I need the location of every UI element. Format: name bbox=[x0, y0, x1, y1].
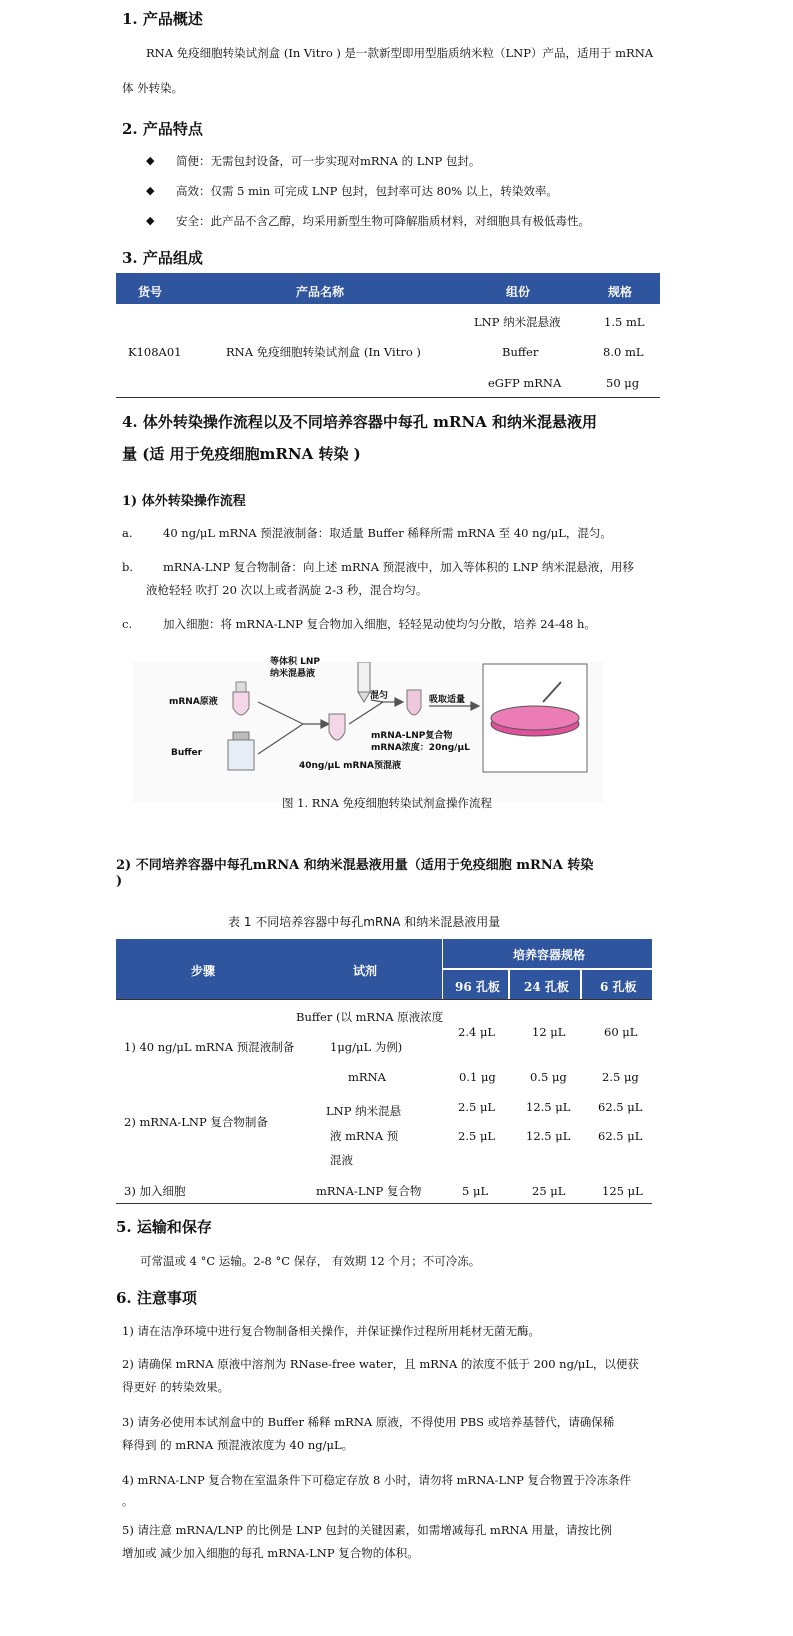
t1-r2b-6: 62.5 μL bbox=[598, 1129, 643, 1143]
t1-header-rule bbox=[116, 999, 652, 1000]
note-3-line1: 3) 请务必使用本试剂盒中的 Buffer 稀释 mRNA 原液，不得使用 PBS 或培养基替代，请确保稀 bbox=[122, 1415, 615, 1429]
t1-r2a-24: 12.5 μL bbox=[526, 1100, 571, 1114]
t1-r1a-96: 2.4 μL bbox=[458, 1025, 496, 1039]
header-product-name: 产品名称 bbox=[296, 285, 345, 299]
component-cell-2: Buffer bbox=[502, 345, 539, 359]
t1-r1b-6: 2.5 μg bbox=[602, 1070, 639, 1084]
t1-r1a-24: 12 μL bbox=[532, 1025, 566, 1039]
mrna-stock-label: mRNA原液 bbox=[169, 697, 218, 707]
t1-r2b-24: 12.5 μL bbox=[526, 1129, 571, 1143]
t1-reagent-buffer-line2: 1μg/μL 为例) bbox=[330, 1040, 403, 1054]
t1-header-24-label: 24 孔板 bbox=[524, 980, 569, 994]
t1-header-spec-group bbox=[443, 939, 652, 968]
t1-step-1: 1) 40 ng/μL mRNA 预混液制备 bbox=[124, 1040, 295, 1054]
spec-cell-1: 1.5 mL bbox=[604, 315, 645, 329]
converge-arrows-icon bbox=[258, 702, 329, 754]
subsection-1-title: 1) 体外转染操作流程 bbox=[122, 494, 246, 509]
t1-r3-96: 5 μL bbox=[462, 1184, 489, 1198]
mrna-tube-icon bbox=[233, 682, 249, 715]
t1-reagent-buffer-line1: Buffer (以 mRNA 原液浓度 bbox=[296, 1010, 444, 1024]
lnp-label-1: 等体积 LNP bbox=[270, 657, 320, 667]
mix-arrows-icon bbox=[349, 698, 403, 724]
header-cat-no: 货号 bbox=[138, 285, 163, 299]
complex-tube-icon bbox=[407, 690, 421, 715]
section-3-title: 3. 产品组成 bbox=[122, 249, 203, 267]
complex-label-1: mRNA-LNP复合物 bbox=[371, 731, 453, 741]
section-4-title-line2: 量 (适 用于免疫细胞mRNA 转染 ) bbox=[122, 445, 361, 463]
workflow-figure bbox=[133, 657, 603, 802]
lnp-label-2: 纳米混悬液 bbox=[270, 669, 316, 679]
t1-header-col-6 bbox=[582, 970, 652, 999]
t1-header-96-label: 96 孔板 bbox=[455, 980, 500, 994]
t1-r1a-6: 60 μL bbox=[604, 1025, 638, 1039]
subsection-2-title-line2: ) bbox=[116, 874, 123, 889]
note-4-line1: 4) mRNA-LNP 复合物在室温条件下可稳定存放 8 小时，请勿将 mRNA-LNP 复合物置于冷冻条件 bbox=[122, 1473, 632, 1487]
premix-label: 40ng/μL mRNA预混液 bbox=[299, 761, 401, 771]
note-5-line1: 5) 请注意 mRNA/LNP 的比例是 LNP 包封的关键因素，如需增减每孔 mRNA 用量，请按比例 bbox=[122, 1523, 612, 1537]
header-component: 组份 bbox=[506, 285, 531, 299]
section-4-title-line1: 4. 体外转染操作流程以及不同培养容器中每孔 mRNA 和纳米混悬液用 bbox=[122, 413, 598, 431]
t1-reagent-premix-line1: 液 mRNA 预 bbox=[330, 1129, 399, 1143]
t1-bottom-rule bbox=[116, 1203, 652, 1204]
note-5-line2: 增加或 减少加入细胞的每孔 mRNA-LNP 复合物的体积。 bbox=[122, 1546, 419, 1560]
subsection-2-title-line1: 2) 不同培养容器中每孔mRNA 和纳米混悬液用量（适用于免疫细胞 mRNA 转染 bbox=[116, 858, 594, 873]
step-c-mark: c. bbox=[122, 617, 133, 631]
cat-no-cell: K108A01 bbox=[128, 345, 182, 359]
t1-r3-6: 125 μL bbox=[602, 1184, 643, 1198]
spec-cell-3: 50 μg bbox=[606, 376, 640, 390]
workflow-diagram bbox=[133, 662, 603, 802]
diamond-bullet-icon: ◆ bbox=[146, 154, 155, 167]
t1-r2a-6: 62.5 μL bbox=[598, 1100, 643, 1114]
step-b-mark: b. bbox=[122, 560, 134, 574]
t1-r2a-96: 2.5 μL bbox=[458, 1100, 496, 1114]
t1-r2b-96: 2.5 μL bbox=[458, 1129, 496, 1143]
t1-step-3: 3) 加入细胞 bbox=[124, 1184, 186, 1198]
figure-caption: 图 1. RNA 免疫细胞转染试剂盒操作流程 bbox=[282, 796, 492, 810]
t1-header-spec: 培养容器规格 bbox=[513, 948, 586, 962]
note-2-line2: 得更好 的转染效果。 bbox=[122, 1380, 230, 1394]
t1-header-col-96 bbox=[443, 970, 508, 999]
section-2-title: 2. 产品特点 bbox=[122, 120, 203, 138]
s1-paragraph-line2: 体 外转染。 bbox=[122, 81, 184, 95]
t1-header-left bbox=[116, 939, 442, 999]
component-cell-1: LNP 纳米混悬液 bbox=[474, 315, 561, 329]
diamond-bullet-icon: ◆ bbox=[146, 184, 155, 197]
t1-header-step: 步骤 bbox=[191, 964, 216, 978]
t1-r3-24: 25 μL bbox=[532, 1184, 566, 1198]
diamond-bullet-icon: ◆ bbox=[146, 214, 155, 227]
t1-header-col-24 bbox=[510, 970, 580, 999]
section-1-title: 1. 产品概述 bbox=[122, 10, 203, 28]
header-spec: 规格 bbox=[608, 285, 633, 299]
t1-step-2: 2) mRNA-LNP 复合物制备 bbox=[124, 1115, 268, 1129]
t1-r1b-24: 0.5 μg bbox=[530, 1070, 567, 1084]
t1-reagent-complex: mRNA-LNP 复合物 bbox=[316, 1184, 422, 1198]
take-label: 吸取适量 bbox=[429, 695, 466, 705]
t1-reagent-premix-line2: 混液 bbox=[330, 1153, 353, 1167]
t1-r1b-96: 0.1 μg bbox=[459, 1070, 496, 1084]
t1-header-6-label: 6 孔板 bbox=[600, 980, 637, 994]
feature-1: 简便：无需包封设备，可一步实现对mRNA 的 LNP 包封。 bbox=[176, 154, 481, 168]
s5-text: 可常温或 4 °C 运输。2-8 °C 保存， 有效期 12 个月；不可冷冻。 bbox=[140, 1254, 481, 1268]
feature-2: 高效：仅需 5 min 可完成 LNP 包封，包封率可达 80% 以上，转染效率。 bbox=[176, 184, 558, 198]
buffer-label: Buffer bbox=[171, 748, 203, 758]
feature-3: 安全：此产品不含乙醇，均采用新型生物可降解脂质材料，对细胞具有极低毒性。 bbox=[176, 214, 590, 228]
step-a-mark: a. bbox=[122, 526, 133, 540]
lnp-tube-icon bbox=[358, 662, 370, 702]
component-cell-3: eGFP mRNA bbox=[488, 376, 562, 390]
note-4-line2: 。 bbox=[122, 1494, 134, 1508]
table-bottom-rule bbox=[116, 397, 660, 398]
note-1: 1) 请在洁净环境中进行复合物制备相关操作，并保证操作过程所用耗材无菌无酶。 bbox=[122, 1324, 540, 1338]
note-2-line1: 2) 请确保 mRNA 原液中溶剂为 RNase-free water，且 mRNA 的浓度不低于 200 ng/μL，以便获 bbox=[122, 1357, 639, 1371]
spec-cell-2: 8.0 mL bbox=[603, 345, 644, 359]
step-b-text-line2: 液枪轻轻 吹打 20 次以上或者涡旋 2-3 秒，混合均匀。 bbox=[146, 583, 428, 597]
mix-label: 混匀 bbox=[370, 691, 389, 701]
t1-reagent-mrna: mRNA bbox=[348, 1070, 386, 1084]
culture-dish-icon bbox=[483, 664, 587, 772]
premix-tube-icon bbox=[329, 714, 345, 740]
t1-header-reagent: 试剂 bbox=[353, 964, 378, 978]
step-c-text: 加入细胞：将 mRNA-LNP 复合物加入细胞，轻轻晃动使均匀分散，培养 24-48 h。 bbox=[163, 617, 596, 631]
step-b-text: mRNA-LNP 复合物制备：向上述 mRNA 预混液中，加入等体积的 LNP 纳米混悬液，用移 bbox=[163, 560, 634, 574]
product-name-cell: RNA 免疫细胞转染试剂盒 (In Vitro ) bbox=[226, 345, 421, 359]
complex-label-2: mRNA浓度：20ng/μL bbox=[371, 743, 470, 753]
buffer-bottle-icon bbox=[228, 732, 254, 770]
note-3-line2: 释得到 的 mRNA 预混液浓度为 40 ng/μL。 bbox=[122, 1438, 354, 1452]
t1-reagent-lnp: LNP 纳米混悬 bbox=[326, 1104, 402, 1118]
section-5-title: 5. 运输和保存 bbox=[116, 1218, 212, 1236]
composition-table-header bbox=[116, 276, 660, 304]
table-1-caption: 表 1 不同培养容器中每孔mRNA 和纳米混悬液用量 bbox=[228, 915, 501, 929]
section-6-title: 6. 注意事项 bbox=[116, 1289, 197, 1307]
step-a-text: 40 ng/μL mRNA 预混液制备：取适量 Buffer 稀释所需 mRNA 至 40 ng/μL，混匀。 bbox=[163, 526, 612, 540]
s1-paragraph-line1: RNA 免疫细胞转染试剂盒 (In Vitro ) 是一款新型即用型脂质纳米粒（LNP）产品，适用于 mRNA bbox=[146, 46, 654, 60]
